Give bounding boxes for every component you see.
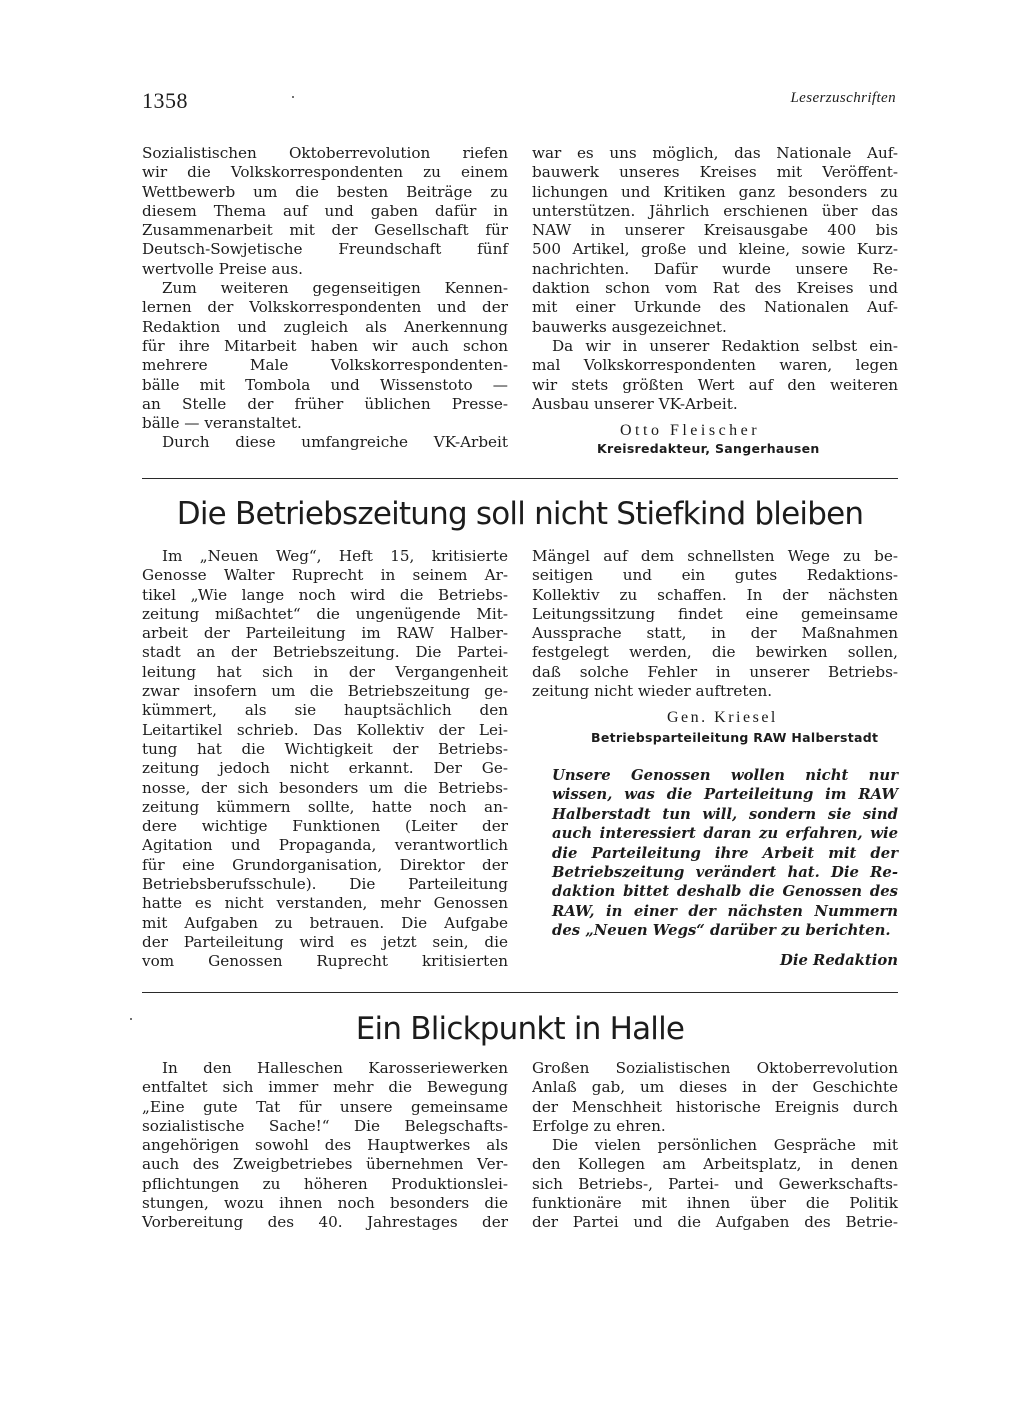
text-line: an Stelle der früher üblichen Presse- (142, 394, 508, 413)
text-line: Betriebszeitung verändert hat. Die Re- (552, 864, 898, 882)
text-line: war es uns möglich, das Nationale Auf- (532, 144, 898, 162)
text-line: mit Aufgaben zu betrauen. Die Aufgabe (142, 913, 508, 932)
text-line: hatte es nicht verstanden, mehr Genossen (142, 894, 508, 913)
text-line: sozialistische Sache!“ Die Belegschafts- (142, 1116, 508, 1135)
margin-mark (292, 96, 294, 98)
signature-role: Kreisredakteur, Sangerhausen (597, 441, 820, 456)
signature-role: Betriebsparteileitung RAW Halberstadt (591, 730, 879, 745)
text-line: arbeit der Parteileitung im RAW Halber- (142, 624, 508, 643)
text-line: mehrere Male Volkskorrespondenten- (142, 356, 508, 375)
section-label: Leserzuschriften (790, 90, 896, 106)
text-line: RAW, in einer der nächsten Nummern (552, 902, 898, 920)
text-line: Vorbereitung des 40. Jahrestages der (142, 1213, 508, 1232)
signature-name: Gen. Kriesel (667, 709, 778, 726)
text-line: Betriebsberufsschule). Die Parteileitung (142, 875, 508, 894)
text-line: sich Betriebs-, Partei- und Gewerkschafts- (532, 1174, 898, 1193)
article-headline: Ein Blickpunkt in Halle (355, 1011, 685, 1047)
text-line: Agitation und Propaganda, verantwortlich (142, 836, 508, 855)
text-line: Halberstadt tun will, sondern sie sind (552, 805, 898, 823)
text-line: wir die Volkskorrespondenten zu einem (142, 163, 508, 182)
text-line: Durch diese umfangreiche VK-Arbeit (162, 433, 508, 452)
text-line: daktion bittet deshalb die Genossen des (552, 883, 898, 901)
text-line: 500 Artikel, große und kleine, sowie Kurz- (532, 240, 898, 259)
text-line: auch interessiert daran zu erfahren, wie (552, 825, 898, 843)
text-line: dere wichtige Funktionen (Leiter der (142, 817, 508, 836)
text-line: Im „Neuen Weg“, Heft 15, kritisierte (162, 547, 508, 565)
text-line: daktion schon vom Rat des Kreises und (532, 279, 898, 298)
text-line: In den Halleschen Karosseriewerken (162, 1059, 508, 1077)
text-line: die Parteileitung ihre Arbeit mit der (552, 844, 898, 862)
text-line: pflichtungen zu höheren Produktionslei- (142, 1174, 508, 1193)
text-line: bauwerk unseres Kreises mit Veröffent- (532, 163, 898, 182)
text-line: diesem Thema auf und gaben dafür in (142, 201, 508, 220)
text-line: Da wir in unserer Redaktion selbst ein- (552, 336, 898, 355)
text-line: funktionäre mit ihnen über die Politik (532, 1194, 898, 1213)
text-line: Ausbau unserer VK-Arbeit. (532, 394, 738, 413)
text-line: Leitungssitzung findet eine gemeinsame (532, 604, 898, 623)
text-line: Genosse Walter Ruprecht in seinem Ar- (142, 566, 508, 585)
text-line: Großen Sozialistischen Oktoberrevolution (532, 1059, 898, 1077)
text-line: Kollektiv zu schaffen. In der nächsten (532, 585, 898, 604)
text-line: Deutsch-Sowjetische Freundschaft fünf (142, 240, 508, 259)
text-line: nosse, der sich besonders um die Betriebs- (142, 778, 508, 797)
text-line: kümmert, als sie hauptsächlich den (142, 701, 508, 720)
signature-name: Otto Fleischer (620, 422, 761, 439)
article1-right-column (532, 144, 898, 414)
text-line: Die vielen persönlichen Gespräche mit (552, 1136, 898, 1155)
text-line: zeitung jedoch nicht erkannt. Der Ge- (142, 759, 508, 778)
text-line: vom Genossen Ruprecht kritisierten (142, 952, 508, 971)
text-line: NAW in unserer Kreisausgabe 400 bis (532, 221, 898, 240)
text-line: der Menschheit historische Ereignis durch (532, 1097, 898, 1116)
text-line: für eine Grundorganisation, Direktor der (142, 855, 508, 874)
text-line: zwar insofern um die Betriebszeitung ge- (142, 682, 508, 701)
text-line: tung hat die Wichtigkeit der Betriebs- (142, 739, 508, 758)
text-line: Sozialistischen Oktoberrevolution riefen (142, 144, 508, 162)
text-line: den Kollegen am Arbeitsplatz, in denen (532, 1155, 898, 1174)
text-line: tikel „Wie lange noch wird die Betriebs- (142, 585, 508, 604)
article2-right-column (532, 547, 898, 701)
text-line: Aussprache statt, in der Maßnahmen (532, 624, 898, 643)
text-line: wertvolle Preise aus. (142, 259, 303, 278)
text-line: bälle mit Tombola und Wissenstoto — (142, 375, 508, 394)
text-line: leitung hat sich in der Vergangenheit (142, 662, 508, 681)
page-number: 1358 (142, 88, 188, 113)
text-line: zeitung nicht wieder auftreten. (532, 682, 773, 701)
article1-left-column (142, 144, 508, 453)
text-line: unterstützen. Jährlich erschienen über das (532, 201, 898, 220)
text-line: Redaktion und zugleich als Anerkennung (142, 317, 508, 336)
text-line: der Parteileitung wird es jetzt sein, die (142, 932, 508, 951)
text-line: auch des Zweigbetriebes übernehmen Ver- (142, 1155, 508, 1174)
article2-left-column (142, 547, 508, 972)
text-line: Erfolge zu ehren. (532, 1116, 666, 1135)
text-line: wir stets größten Wert auf den weiteren (532, 375, 898, 394)
editor-sign: Die Redaktion (780, 952, 898, 969)
text-line: angehörigen sowohl des Hauptwerkes als (142, 1136, 508, 1155)
section-divider (142, 992, 898, 993)
text-line: nachrichten. Dafür wurde unsere Re- (532, 259, 898, 278)
text-line: zeitung kümmern sollte, hatte noch an- (142, 797, 508, 816)
text-line: wissen, was die Parteileitung im RAW (552, 786, 898, 804)
text-line: entfaltet sich immer mehr die Bewegung (142, 1078, 508, 1097)
section-divider (142, 478, 898, 479)
text-line: Mängel auf dem schnellsten Wege zu be- (532, 547, 898, 565)
text-line: daß solche Fehler in unserer Betriebs- (532, 662, 898, 681)
text-line: Leitartikel schrieb. Das Kollektiv der Lei- (142, 720, 508, 739)
text-line: Unsere Genossen wollen nicht nur (552, 767, 898, 784)
text-line: Zusammenarbeit mit der Gesellschaft für (142, 221, 508, 240)
text-line: „Eine gute Tat für unsere gemeinsame (142, 1097, 508, 1116)
text-line: lichungen und Kritiken ganz besonders zu (532, 182, 898, 201)
text-line: der Partei und die Aufgaben des Betrie- (532, 1213, 898, 1232)
article-headline: Die Betriebszeitung soll nicht Stiefkind bleiben (176, 496, 864, 532)
text-line: Zum weiteren gegenseitigen Kennen- (162, 279, 508, 298)
text-line: mit einer Urkunde des Nationalen Auf- (532, 298, 898, 317)
text-line: bauwerks ausgezeichnet. (532, 317, 727, 336)
text-line: stadt an der Betriebszeitung. Die Partei- (142, 643, 508, 662)
article3-right-column (532, 1059, 898, 1233)
text-line: bälle — veranstaltet. (142, 414, 302, 433)
text-line: für ihre Mitarbeit haben wir auch schon (142, 336, 508, 355)
article3-left-column (142, 1059, 508, 1233)
text-line: Wettbewerb um die besten Beiträge zu (142, 182, 508, 201)
text-line: stungen, wozu ihnen noch besonders die (142, 1194, 508, 1213)
margin-mark (130, 1018, 132, 1020)
text-line: festgelegt werden, die bewirken sollen, (532, 643, 898, 662)
text-line: des „Neuen Wegs“ darüber zu berichten. (552, 922, 891, 940)
text-line: zeitung mißachtet“ die ungenügende Mit- (142, 604, 508, 623)
text-line: seitigen und ein gutes Redaktions- (532, 566, 898, 585)
editor-note (552, 766, 898, 941)
text-line: Anlaß gab, um dieses in der Geschichte (532, 1078, 898, 1097)
text-line: mal Volkskorrespondenten waren, legen (532, 356, 898, 375)
text-line: lernen der Volkskorrespondenten und der (142, 298, 508, 317)
